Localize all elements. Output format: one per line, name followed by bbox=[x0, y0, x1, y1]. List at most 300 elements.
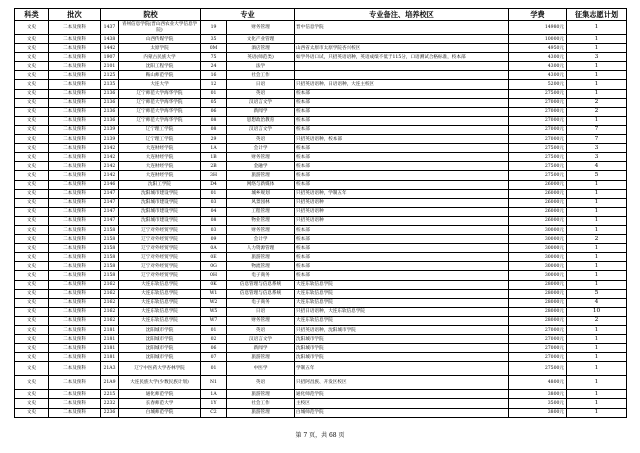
cell-school: 大连东软信息学院 bbox=[119, 280, 201, 289]
cell-code: 1437 bbox=[101, 21, 119, 35]
cell-code: 2162 bbox=[101, 289, 119, 298]
cell-mcode: 1Y bbox=[201, 399, 227, 408]
cell-kelei: 文史 bbox=[15, 262, 49, 271]
cell-school: 太原学院 bbox=[119, 44, 201, 53]
cell-plan: 1 bbox=[567, 326, 627, 335]
cell-code: 2181 bbox=[101, 335, 119, 344]
cell-school: 沈阳城市学院 bbox=[119, 353, 201, 362]
table-row bbox=[15, 207, 627, 216]
cell-kelei: 文史 bbox=[15, 235, 49, 244]
cell-code: 2101 bbox=[101, 62, 119, 71]
cell-code: 2136 bbox=[101, 89, 119, 98]
cell-major: 思想政治教育 bbox=[227, 116, 295, 125]
table-row bbox=[15, 144, 627, 153]
table-row bbox=[15, 271, 627, 280]
table-row bbox=[15, 408, 627, 417]
cell-pici: 二本及预科 bbox=[49, 98, 101, 107]
cell-major: 汉语言文学 bbox=[227, 98, 295, 107]
cell-plan: 1 bbox=[567, 189, 627, 198]
table-row bbox=[15, 225, 627, 234]
cell-school: 大连东软信息学院 bbox=[119, 298, 201, 307]
cell-plan: 1 bbox=[567, 207, 627, 216]
cell-code: 2136 bbox=[101, 116, 119, 125]
cell-mcode: 0A bbox=[201, 244, 227, 253]
cell-school: 大连东软信息学院 bbox=[119, 316, 201, 325]
cell-kelei: 文史 bbox=[15, 216, 49, 225]
cell-mcode: 08 bbox=[201, 216, 227, 225]
cell-plan: 2 bbox=[567, 98, 627, 107]
cell-major: 汉语言文学 bbox=[227, 335, 295, 344]
cell-mcode: W5 bbox=[201, 307, 227, 316]
cell-note: 白城师范学院 bbox=[295, 408, 509, 417]
cell-mcode: W1 bbox=[201, 289, 227, 298]
cell-plan: 1 bbox=[567, 225, 627, 234]
cell-mcode: 07 bbox=[201, 353, 227, 362]
cell-major: 日语 bbox=[227, 307, 295, 316]
cell-note: 只招英语语种 bbox=[295, 216, 509, 225]
cell-code: 2139 bbox=[101, 135, 119, 144]
cell-fee: 4950元 bbox=[509, 44, 567, 53]
cell-kelei: 文史 bbox=[15, 253, 49, 262]
table-row bbox=[15, 216, 627, 225]
cell-major: 财务管理 bbox=[227, 153, 295, 162]
cell-fee: 27000元 bbox=[509, 344, 567, 353]
column-header: 科类 bbox=[15, 9, 49, 21]
cell-note: 校本部 bbox=[295, 162, 509, 171]
cell-school: 沈阳城市学院 bbox=[119, 344, 201, 353]
cell-plan: 3 bbox=[567, 144, 627, 153]
cell-kelei: 文史 bbox=[15, 307, 49, 316]
cell-fee: 4300元 bbox=[509, 62, 567, 71]
cell-code: 2142 bbox=[101, 162, 119, 171]
cell-plan: 1 bbox=[567, 180, 627, 189]
cell-code: 2142 bbox=[101, 171, 119, 180]
cell-note: 校本部 bbox=[295, 98, 509, 107]
cell-pici: 二本及预科 bbox=[49, 262, 101, 271]
cell-code: 21A3 bbox=[101, 362, 119, 376]
cell-mcode: 01 bbox=[201, 189, 227, 198]
cell-pici: 二本及预科 bbox=[49, 21, 101, 35]
cell-pici: 二本及预科 bbox=[49, 344, 101, 353]
table-row bbox=[15, 280, 627, 289]
cell-code: 2215 bbox=[101, 390, 119, 399]
cell-pici: 二本及预科 bbox=[49, 326, 101, 335]
cell-pici: 二本及预科 bbox=[49, 353, 101, 362]
cell-major: 电子商务 bbox=[227, 298, 295, 307]
cell-kelei: 文史 bbox=[15, 62, 49, 71]
cell-code: 1907 bbox=[101, 53, 119, 62]
cell-plan: 1 bbox=[567, 80, 627, 89]
cell-school: 辽宁对外经贸学院 bbox=[119, 235, 201, 244]
admission-table-sheet bbox=[14, 8, 626, 418]
cell-fee: 26000元 bbox=[509, 198, 567, 207]
cell-kelei: 文史 bbox=[15, 408, 49, 417]
cell-plan: 1 bbox=[567, 35, 627, 44]
cell-kelei: 文史 bbox=[15, 289, 49, 298]
cell-school: 辽宁对外经贸学院 bbox=[119, 253, 201, 262]
cell-pici: 二本及预科 bbox=[49, 390, 101, 399]
table-row bbox=[15, 235, 627, 244]
cell-pici: 二本及预科 bbox=[49, 53, 101, 62]
cell-mcode: 1B bbox=[201, 153, 227, 162]
cell-school: 辽宁对外经贸学院 bbox=[119, 271, 201, 280]
cell-school: 沈阳城市建设学院 bbox=[119, 216, 201, 225]
cell-school: 辽宁中医药大学杏林学院 bbox=[119, 362, 201, 376]
table-row bbox=[15, 335, 627, 344]
cell-major: 信息管理与信息系统 bbox=[227, 280, 295, 289]
cell-note: 大连东软信息学院 bbox=[295, 280, 509, 289]
cell-school: 青州信息学院(晋山西农业大学信息学院) bbox=[119, 21, 201, 35]
cell-fee: 10000元 bbox=[509, 35, 567, 44]
cell-note: 只招英语语种，沈阳城市学院 bbox=[295, 326, 509, 335]
cell-kelei: 文史 bbox=[15, 135, 49, 144]
cell-major: 文化产业管理 bbox=[227, 35, 295, 44]
table-row bbox=[15, 135, 627, 144]
cell-kelei: 文史 bbox=[15, 189, 49, 198]
column-header: 专业 bbox=[201, 9, 295, 21]
cell-code: 2162 bbox=[101, 307, 119, 316]
cell-note: 只招日语语种，大连东软信息学院 bbox=[295, 307, 509, 316]
cell-fee: 3500元 bbox=[509, 399, 567, 408]
cell-pici: 二本及预科 bbox=[49, 180, 101, 189]
cell-mcode: 0E bbox=[201, 253, 227, 262]
cell-note bbox=[295, 71, 509, 80]
cell-fee: 30000元 bbox=[509, 262, 567, 271]
cell-kelei: 文史 bbox=[15, 98, 49, 107]
column-header: 院校 bbox=[101, 9, 201, 21]
cell-code: 1438 bbox=[101, 35, 119, 44]
cell-kelei: 文史 bbox=[15, 335, 49, 344]
table-row bbox=[15, 107, 627, 116]
cell-plan: 1 bbox=[567, 62, 627, 71]
cell-fee: 30000元 bbox=[509, 235, 567, 244]
cell-mcode: 1A bbox=[201, 390, 227, 399]
column-header: 批次 bbox=[49, 9, 101, 21]
cell-pici: 二本及预科 bbox=[49, 289, 101, 298]
cell-code: 2158 bbox=[101, 262, 119, 271]
cell-plan: 3 bbox=[567, 53, 627, 62]
cell-pici: 二本及预科 bbox=[49, 144, 101, 153]
cell-note: 校本部 bbox=[295, 89, 509, 98]
cell-fee: 27500元 bbox=[509, 153, 567, 162]
table-row bbox=[15, 21, 627, 35]
table-row bbox=[15, 198, 627, 207]
cell-note: 如学外语口试，只招英语语种，英语成绩不低于115分，口语测试合格标准，校本部 bbox=[295, 53, 509, 62]
cell-major: 汉语言文学 bbox=[227, 125, 295, 134]
cell-code: 2139 bbox=[101, 125, 119, 134]
cell-school: 辽宁师范大学海华学院 bbox=[119, 98, 201, 107]
cell-fee: 26000元 bbox=[509, 207, 567, 216]
table-row bbox=[15, 116, 627, 125]
cell-pici: 二本及预科 bbox=[49, 189, 101, 198]
cell-fee: 27000元 bbox=[509, 353, 567, 362]
cell-fee: 28000元 bbox=[509, 307, 567, 316]
cell-mcode: 0M bbox=[201, 44, 227, 53]
cell-kelei: 文史 bbox=[15, 180, 49, 189]
cell-school: 沈阳工程学院 bbox=[119, 62, 201, 71]
cell-mcode: 0K bbox=[201, 280, 227, 289]
table-row bbox=[15, 399, 627, 408]
cell-mcode: 03 bbox=[201, 225, 227, 234]
table-row bbox=[15, 307, 627, 316]
cell-kelei: 文史 bbox=[15, 225, 49, 234]
cell-fee: 30000元 bbox=[509, 244, 567, 253]
cell-pici: 二本及预科 bbox=[49, 244, 101, 253]
cell-fee: 3800元 bbox=[509, 390, 567, 399]
cell-kelei: 文史 bbox=[15, 390, 49, 399]
page-footer: 第 7 页，共 68 页 bbox=[295, 432, 345, 439]
cell-major: 城乡规划 bbox=[227, 189, 295, 198]
cell-mcode: 08 bbox=[201, 125, 227, 134]
cell-note bbox=[295, 62, 509, 71]
cell-major: 新闻学 bbox=[227, 107, 295, 116]
cell-plan: 1 bbox=[567, 399, 627, 408]
cell-mcode: W2 bbox=[201, 298, 227, 307]
cell-pici: 二本及预科 bbox=[49, 171, 101, 180]
cell-code: 2136 bbox=[101, 98, 119, 107]
cell-major: 物流管理 bbox=[227, 262, 295, 271]
cell-plan: 5 bbox=[567, 289, 627, 298]
cell-major: 电子商务 bbox=[227, 271, 295, 280]
cell-kelei: 文史 bbox=[15, 376, 49, 390]
cell-kelei: 文史 bbox=[15, 198, 49, 207]
table-row bbox=[15, 171, 627, 180]
cell-school: 长春师范大学 bbox=[119, 399, 201, 408]
cell-school: 沈阳城市建设学院 bbox=[119, 198, 201, 207]
cell-note: 只招英语语种，校本部 bbox=[295, 135, 509, 144]
cell-mcode: 02 bbox=[201, 335, 227, 344]
cell-kelei: 文史 bbox=[15, 399, 49, 408]
table-row bbox=[15, 298, 627, 307]
cell-pici: 二本及预科 bbox=[49, 153, 101, 162]
column-header: 征集志愿计划 bbox=[567, 9, 627, 21]
cell-school: 辽宁师范大学海华学院 bbox=[119, 116, 201, 125]
cell-plan: 1 bbox=[567, 335, 627, 344]
cell-pici: 二本及预科 bbox=[49, 107, 101, 116]
cell-kelei: 文史 bbox=[15, 53, 49, 62]
cell-fee: 4300元 bbox=[509, 71, 567, 80]
cell-pici: 二本及预科 bbox=[49, 280, 101, 289]
cell-note: 晋中信息学院 bbox=[295, 21, 509, 35]
cell-major: 人力资源管理 bbox=[227, 244, 295, 253]
cell-school: 大连东软信息学院 bbox=[119, 289, 201, 298]
cell-mcode: 09 bbox=[201, 235, 227, 244]
cell-fee: 26000元 bbox=[509, 216, 567, 225]
cell-pici: 二本及预科 bbox=[49, 362, 101, 376]
cell-fee: 5200元 bbox=[509, 80, 567, 89]
cell-school: 沈阳城市学院 bbox=[119, 326, 201, 335]
cell-code: 2162 bbox=[101, 280, 119, 289]
cell-mcode: 06 bbox=[201, 107, 227, 116]
cell-plan: 1 bbox=[567, 376, 627, 390]
cell-code: 2147 bbox=[101, 198, 119, 207]
cell-note: 校本部 bbox=[295, 225, 509, 234]
table-row bbox=[15, 125, 627, 134]
cell-plan: 3 bbox=[567, 153, 627, 162]
cell-major: 英语 bbox=[227, 135, 295, 144]
cell-mcode: 3H bbox=[201, 171, 227, 180]
cell-plan: 1 bbox=[567, 116, 627, 125]
table-row bbox=[15, 80, 627, 89]
cell-major: 社会工作 bbox=[227, 71, 295, 80]
cell-fee: 30000元 bbox=[509, 271, 567, 280]
cell-note: 只招英语语种，学制五年 bbox=[295, 189, 509, 198]
cell-kelei: 文史 bbox=[15, 35, 49, 44]
cell-note: 沈阳城市学院 bbox=[295, 344, 509, 353]
table-row bbox=[15, 262, 627, 271]
cell-mcode: 06 bbox=[201, 344, 227, 353]
cell-plan: 2 bbox=[567, 316, 627, 325]
cell-major: 工程管理 bbox=[227, 207, 295, 216]
cell-code: 2162 bbox=[101, 316, 119, 325]
cell-kelei: 文史 bbox=[15, 344, 49, 353]
cell-note: 通化师范学院 bbox=[295, 390, 509, 399]
cell-major: 英语 bbox=[227, 376, 295, 390]
cell-kelei: 文史 bbox=[15, 171, 49, 180]
cell-note: 校本部 bbox=[295, 171, 509, 180]
cell-major: 英语 bbox=[227, 89, 295, 98]
cell-kelei: 文史 bbox=[15, 125, 49, 134]
cell-kelei: 文史 bbox=[15, 21, 49, 35]
cell-note: 大连东软信息学院 bbox=[295, 298, 509, 307]
cell-kelei: 文史 bbox=[15, 107, 49, 116]
cell-note: 学制五年 bbox=[295, 362, 509, 376]
cell-major: 新闻学 bbox=[227, 344, 295, 353]
cell-major: 旅游管理 bbox=[227, 353, 295, 362]
cell-mcode: 04 bbox=[201, 207, 227, 216]
cell-mcode: 0G bbox=[201, 262, 227, 271]
cell-plan: 1 bbox=[567, 216, 627, 225]
cell-code: 2147 bbox=[101, 216, 119, 225]
cell-plan: 1 bbox=[567, 89, 627, 98]
cell-school: 内蒙古民族大学 bbox=[119, 53, 201, 62]
cell-pici: 二本及预科 bbox=[49, 408, 101, 417]
cell-note: 校本部 bbox=[295, 144, 509, 153]
cell-plan: 1 bbox=[567, 44, 627, 53]
cell-major: 旅游管理 bbox=[227, 171, 295, 180]
cell-kelei: 文史 bbox=[15, 44, 49, 53]
cell-code: 2236 bbox=[101, 408, 119, 417]
cell-fee: 28000元 bbox=[509, 289, 567, 298]
cell-kelei: 文史 bbox=[15, 207, 49, 216]
cell-fee: 3800元 bbox=[509, 408, 567, 417]
cell-fee: 4300元 bbox=[509, 53, 567, 62]
cell-note: 大连东软信息学院 bbox=[295, 316, 509, 325]
cell-major: 风景园林 bbox=[227, 198, 295, 207]
cell-pici: 二本及预科 bbox=[49, 335, 101, 344]
cell-major: 信息管理与信息系统 bbox=[227, 289, 295, 298]
cell-plan: 1 bbox=[567, 344, 627, 353]
cell-code: 2181 bbox=[101, 326, 119, 335]
cell-fee: 27000元 bbox=[509, 125, 567, 134]
cell-school: 辽宁对外经贸学院 bbox=[119, 225, 201, 234]
table-row bbox=[15, 244, 627, 253]
cell-fee: 28000元 bbox=[509, 316, 567, 325]
cell-fee: 30000元 bbox=[509, 225, 567, 234]
cell-note: 沈阳城市学院 bbox=[295, 335, 509, 344]
cell-school: 沈阳城市建设学院 bbox=[119, 207, 201, 216]
table-row bbox=[15, 326, 627, 335]
cell-note: 校本部 bbox=[295, 107, 509, 116]
cell-mcode: 1A bbox=[201, 144, 227, 153]
cell-kelei: 文史 bbox=[15, 271, 49, 280]
cell-plan: 2 bbox=[567, 235, 627, 244]
cell-major: 网络与新媒体 bbox=[227, 180, 295, 189]
cell-pici: 二本及预科 bbox=[49, 62, 101, 71]
cell-school: 沈阳工学院 bbox=[119, 180, 201, 189]
cell-pici: 二本及预科 bbox=[49, 116, 101, 125]
cell-pici: 二本及预科 bbox=[49, 198, 101, 207]
cell-note: 校本部 bbox=[295, 116, 509, 125]
cell-fee: 27000元 bbox=[509, 107, 567, 116]
cell-note: 山西省太原市太原学院杏兴校区 bbox=[295, 44, 509, 53]
cell-plan: 1 bbox=[567, 244, 627, 253]
cell-plan: 7 bbox=[567, 125, 627, 134]
cell-kelei: 文史 bbox=[15, 326, 49, 335]
cell-fee: 27000元 bbox=[509, 135, 567, 144]
cell-school: 辽宁对外经贸学院 bbox=[119, 262, 201, 271]
cell-plan: 4 bbox=[567, 162, 627, 171]
cell-fee: 27500元 bbox=[509, 162, 567, 171]
cell-code: 2125 bbox=[101, 71, 119, 80]
cell-note: 校本部 bbox=[295, 262, 509, 271]
table-row bbox=[15, 153, 627, 162]
cell-pici: 二本及预科 bbox=[49, 253, 101, 262]
cell-pici: 二本及预科 bbox=[49, 235, 101, 244]
cell-major: 日语 bbox=[227, 80, 295, 89]
cell-code: 2147 bbox=[101, 189, 119, 198]
cell-kelei: 文史 bbox=[15, 144, 49, 153]
cell-note: 主校区 bbox=[295, 399, 509, 408]
table-header-row bbox=[15, 9, 627, 21]
cell-fee: 26000元 bbox=[509, 189, 567, 198]
cell-pici: 二本及预科 bbox=[49, 399, 101, 408]
table-body bbox=[15, 21, 627, 418]
cell-mcode: 01 bbox=[201, 326, 227, 335]
cell-code: 2158 bbox=[101, 271, 119, 280]
cell-note: 只招阿昌族、开发区校区 bbox=[295, 376, 509, 390]
cell-code: 21A9 bbox=[101, 376, 119, 390]
cell-kelei: 文史 bbox=[15, 244, 49, 253]
cell-mcode: C2 bbox=[201, 408, 227, 417]
cell-mcode: 12 bbox=[201, 80, 227, 89]
cell-major: 旅游管理 bbox=[227, 390, 295, 399]
cell-plan: 1 bbox=[567, 271, 627, 280]
cell-code: 2158 bbox=[101, 225, 119, 234]
cell-code: 2136 bbox=[101, 107, 119, 116]
cell-fee: 28000元 bbox=[509, 298, 567, 307]
cell-kelei: 文史 bbox=[15, 316, 49, 325]
cell-kelei: 文史 bbox=[15, 71, 49, 80]
cell-fee: 4800元 bbox=[509, 376, 567, 390]
cell-note: 只招英语语种 bbox=[295, 198, 509, 207]
cell-plan: 4 bbox=[567, 298, 627, 307]
cell-pici: 二本及预科 bbox=[49, 44, 101, 53]
cell-mcode: N1 bbox=[201, 376, 227, 390]
cell-major: 会计学 bbox=[227, 144, 295, 153]
cell-code: 2158 bbox=[101, 253, 119, 262]
cell-school: 大连东软信息学院 bbox=[119, 307, 201, 316]
cell-mcode: 19 bbox=[201, 21, 227, 35]
cell-code: 2135 bbox=[101, 80, 119, 89]
table-row bbox=[15, 98, 627, 107]
admission-table bbox=[14, 8, 627, 418]
cell-pici: 二本及预科 bbox=[49, 80, 101, 89]
table-row bbox=[15, 62, 627, 71]
cell-plan: 1 bbox=[567, 280, 627, 289]
table-row bbox=[15, 376, 627, 390]
cell-major: 社会工作 bbox=[227, 399, 295, 408]
